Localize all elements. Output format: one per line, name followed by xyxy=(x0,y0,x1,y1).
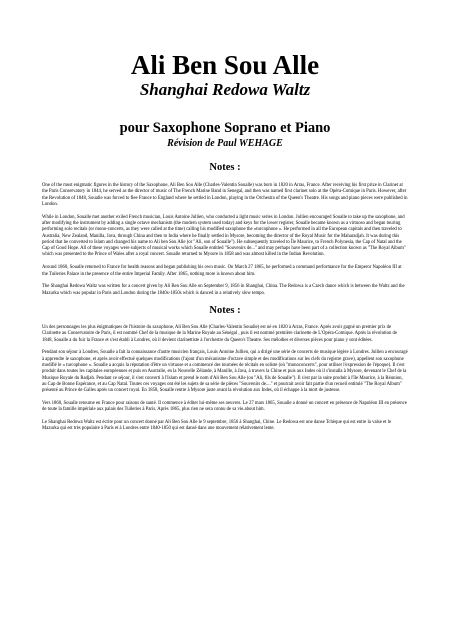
notes-paragraph: Around 1860, Soualle returned to France for health reasons and began publishing his own music. On March 27 1865, he performed a command performance for the Emperor Napoléon III at the Tuileries Palace in the presence of the entire Imperial Family. After 1865, nothing more is known about him. xyxy=(42,265,402,277)
notes-paragraph: Un des personnages les plus énigmatiques de l'histoire du saxophone, Ali Ben Sou Alle (Charles-Valentin Soualle) est né en 1820 à Arras, France. Après avoir gagné un premier prix de Clarinette au Conservatoire de Paris, il est nommé Chef de la musique de la Marine Royale au Sénégal , puis il est nommé première clarinette de L'Opéra-Comique. Après la révolution de 1848, Soualle a du fuir la France et s'est établi à Londres, où il devient clarinettiste à l'orchestre du Queen's Theatre. Ses mélodies et diverses pièces pour piano y sont éditées. xyxy=(42,324,398,343)
notes-french xyxy=(42,325,408,433)
page-title: Ali Ben Sou Alle xyxy=(130,50,320,80)
notes-english xyxy=(42,183,408,297)
notes-paragraph: While in London, Soualle met another exiled French musician, Louis Antoine Jullien, who conducted a light music series in London. Jullien encouraged Soualle to take up the saxophone, and after modifying the instrument by adding a single octave mechanism (the modern system used today) and keys for the lower register, Soualle became known as a virtuoso and began touring performing solo recitals (or mono-concerts, as they were called at the time) calling his modified saxophone the «turcophone ». He performed in all the European capitals and then traveled to Australia, New Zealand, Manilla, Java, through China and then to India where he finally settled in Mysore, becoming the director of the Royal Music for the Maharadjah. It was during this period that he converted to Islam and changed his name to Ali ben Sou Alle (or "Ali, son of Soualle"). He subsequently traveled to Île Maurice, to French Polynesia, the Cap of Natal and the Cap of Good Hope. All of these voyages were subjects of musical works which Soualle entitled "Souvenirs de..." and may perhaps have been part of a collection known as "The Royal Album" which was presented to the Prince of Wales after a royal concert. Soualle returned to Mysore in 1858 and was almost killed in the Indian Revolution. xyxy=(42,214,406,258)
notes-paragraph: Pendant son séjour à Londres, Soualle a fait la connaissance d'autre musicien français, Louis Antoine Jullien, qui a dirigé une série de concerts de musique légère à Londres. Jullien a encouragé à apprendre le saxophone, et après avoir effectué quelques modifications (l'ajout d'un mécanisme d'octave simple et des modifications sur les clefs du registre grave), appellent son saxophone modifié le « turcophone ». Soualle a acquis la réputation d'être un virtuose et a commencé des tournées de récitals en soliste (où "monoconcerts", pour utiliser l'expression de l'époque). Il s'est produit dans toutes les capitales européennes et puis en Australie, en la Nouvelle Zélande, à Manille, à Java, à travers la Chine et puis aux Indes où il s'installa à Mysore, devenant le Chef de la Musique Royale du Radjah. Pendant ce séjour, il s'est converti à l'Islam et prend le nom d'Ali Ben Sou Alle (ou "Ali, fils de Soualle"). Il s'est par la suite produit à l'île Maurice, à la Réunion, au Cap de Bonne Espérance, et au Cap Natal. Toutes ces voyages ont été les sujets de sa série de pièces "Souvenirs de...." et pourrait avoir fait partie d'un recueil entitulé "The Royal Album" présenté au Prince de Galles après un concert royal. En 1858, Soualle rentre à Mysore juste avant la révolution aux Indes, où il échappe à la mort de justesse. xyxy=(42,350,408,394)
notes-heading-english: Notes : xyxy=(209,162,241,173)
notes-paragraph: The Shanghai Redowa Waltz was written for a concert given by Ali Ben Sou Alle on September 9, 1856 in Shanghai, China. The Redowa is a Czech dance which is between the Waltz and the Mazurka which was popular in Paris and London during the 1840s-1850s which is danced in a relatively slow tempo. xyxy=(42,284,405,296)
notes-paragraph: Le Shanghai Redowa Waltz est écrite pour un concert donné par Ali Ben Sou Alle le 9 septembre, 1856 à Shanghai, Chine. Le Redowa est une danse Tchèque qui est entre la valse et le Mazurka qui est très populaire à Paris et à Londres entre 1840-1850 qui est dansé dans une mouvement rélativement lente. xyxy=(42,420,392,432)
page-subtitle: Shanghai Redowa Waltz xyxy=(139,80,311,99)
notes-paragraph: One of the most enigmatic figures in the history of the Saxophone, Ali Ben Sou Alle (Charles-Valentin Soualle) was born in 1820 in Arras, France. After receiving his first prize in Clarinet at the Paris Conservatory in 1844, he served as the director of music of The French Marine Band in Senegal, and then was named first clarinet solo at the Opéra-Comique in Paris. However, after the Revolution of 1848, Soualle was forced to flee France to England where he settled in London, playing in the Orchestra of the Queen's Theatre. His songs and piano pieces were published in London. xyxy=(42,183,408,207)
notes-heading-french: Notes : xyxy=(209,304,241,316)
revision-credit: Révision de Paul WEHAGE xyxy=(167,138,283,149)
instrumentation-line: pour Saxophone Soprano et Piano xyxy=(119,120,331,136)
notes-paragraph: Vers 1860, Soualle retourne en France pour raisons de santé. Il commence à éditer lui-même ses oeuvres. Le 27 mars 1865, Soualle a donné un concert en présence de Napoléon III en présence de toute la famille impériale aux palais des Tuileries à Paris. Après 1865, plus rien ne sera connu de sa vie.about him. xyxy=(42,400,407,413)
